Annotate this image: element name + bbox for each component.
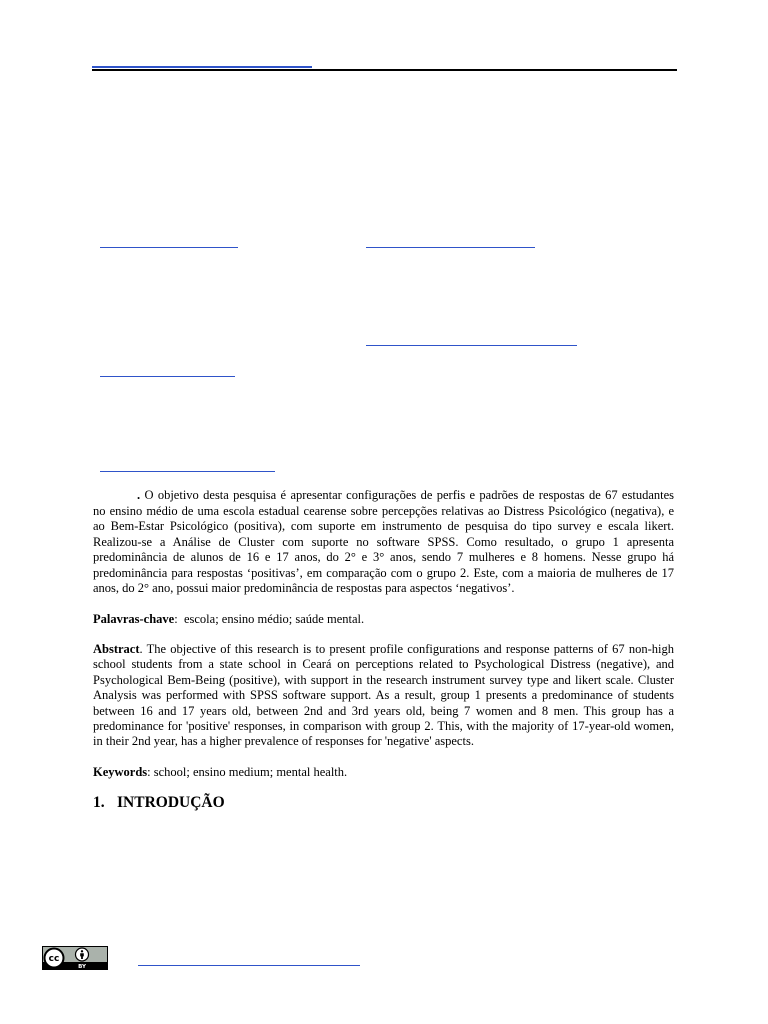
- abstract-line: predominance for 'positive' responses, in comparison with group 2. This, with the majority of 17-year-old women,: [93, 718, 674, 733]
- by-label: BY: [78, 964, 86, 970]
- resumo-line: [93, 488, 674, 504]
- resumo-line: Realizou-se a Análise de Cluster com suporte no software SPSS. Como resultado, o grupo 1 apresenta: [93, 534, 674, 549]
- header-rule: [92, 69, 677, 71]
- footer-hyperlink-underline[interactable]: [138, 965, 360, 966]
- abstract-line: Analysis was performed with SPSS software support. As a result, group 1 presents a predominance of students: [93, 688, 674, 703]
- section-heading: [93, 794, 293, 812]
- hyperlink-underline[interactable]: [366, 247, 535, 248]
- cc-by-badge-graphic: [42, 946, 108, 970]
- resumo-line: predominância para respostas ‘positivas’, em comparação com o grupo 2. Este, com a maioria de mulheres de 17: [93, 565, 674, 580]
- resumo-line-text: O objetivo desta pesquisa é apresentar configurações de perfis e padrões de respostas de 67 estudantes: [140, 488, 674, 502]
- hyperlink-underline[interactable]: [100, 471, 275, 472]
- resumo-line: no ensino médio de uma escola estadual cearense sobre percepções relativas ao Distress Psicológico (negativa), e: [93, 503, 674, 518]
- palavras-chave-label: Palavras-chave: [93, 612, 175, 626]
- abstract-line: between 16 and 17 years old, between 2nd and 3rd years old, being 7 women and 8 men. This group has a: [93, 703, 674, 718]
- palavras-chave-text: : escola; ensino médio; saúde mental.: [174, 612, 365, 626]
- header-link-underline[interactable]: [92, 66, 312, 68]
- cc-by-icon[interactable]: [42, 946, 108, 970]
- hyperlink-underline[interactable]: [100, 247, 238, 248]
- abstract-paragraph: [93, 642, 674, 750]
- cc-logo-text: cc: [48, 954, 60, 965]
- abstract-line: Psychological Bem-Being (positive), with support in the research instrument survey type and likert scale. Cluster: [93, 672, 674, 687]
- section-number: 1.: [93, 794, 105, 811]
- keywords-label: Keywords: [93, 765, 148, 779]
- keywords-line: [93, 765, 674, 781]
- hyperlink-underline[interactable]: [366, 345, 577, 346]
- hyperlink-underline[interactable]: [100, 376, 235, 377]
- palavras-chave-line: [93, 612, 674, 628]
- resumo-lead: .: [137, 488, 141, 502]
- resumo-line: anos, do 2° ano, possui maior predominância de respostas para aspectos ‘negativos’.: [93, 581, 515, 595]
- abstract-line: in their 2nd year, has a higher prevalence of responses for 'negative' aspects.: [93, 734, 474, 749]
- resumo-line: ao Bem-Estar Psicológico (positiva), com suporte em instrumento de pesquisa do tipo survey e escala likert.: [93, 519, 674, 533]
- attribution-person-head: [81, 950, 83, 952]
- abstract-line-text: . The objective of this research is to present profile configurations and response patterns of 67 non-high: [139, 642, 674, 656]
- keywords-text: : school; ensino medium; mental health.: [147, 765, 348, 779]
- abstract-line: [93, 642, 674, 657]
- resumo-paragraph: [93, 488, 674, 597]
- abstract-line: school students from a state school in Ceará on perceptions related to Psychological Distress (negative), and: [93, 657, 674, 672]
- section-title: INTRODUÇÃO: [117, 794, 225, 811]
- abstract-label: Abstract: [93, 642, 140, 656]
- resumo-line: predominância de alunos de 16 e 17 anos, do 2° e 3° anos, sendo 7 mulheres e 8 homens. Nesse grupo há: [93, 550, 674, 564]
